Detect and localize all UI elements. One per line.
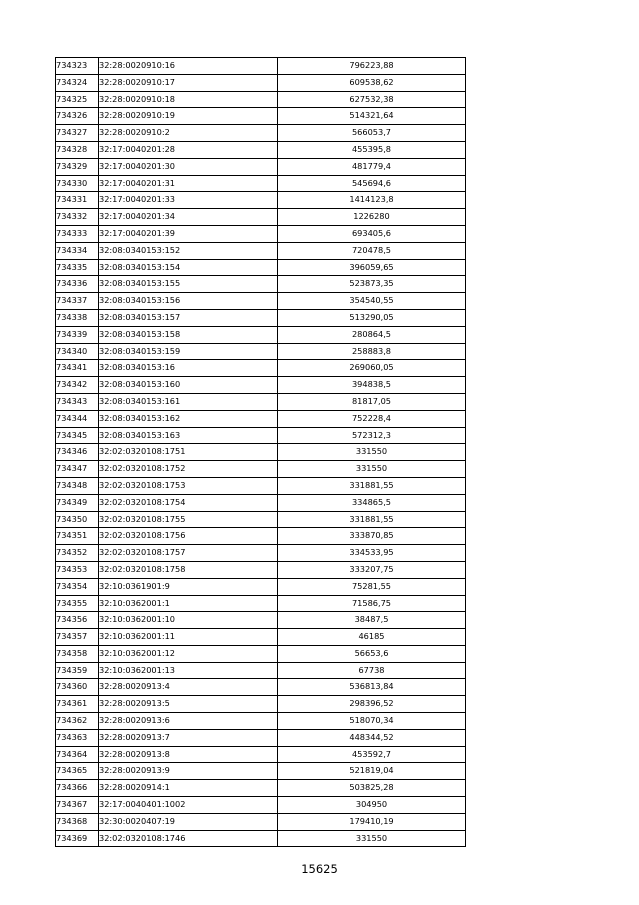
- value-cell: 453592,7: [278, 746, 466, 763]
- value-cell: 331550: [278, 830, 466, 847]
- table-row: [56, 595, 466, 612]
- cadastral-number-cell: 32:08:0340153:16: [99, 360, 278, 377]
- cadastral-number-cell: 32:17:0040201:34: [99, 209, 278, 226]
- row-id-cell: 734364: [56, 746, 99, 763]
- table-row: [56, 141, 466, 158]
- value-cell: 536813,84: [278, 679, 466, 696]
- row-id-cell: 734368: [56, 813, 99, 830]
- row-id-cell: 734326: [56, 108, 99, 125]
- value-cell: 572312,3: [278, 427, 466, 444]
- value-cell: 331550: [278, 461, 466, 478]
- table-row: [56, 511, 466, 528]
- table-row: [56, 192, 466, 209]
- row-id-cell: 734356: [56, 612, 99, 629]
- data-table: [55, 57, 466, 847]
- value-cell: 331881,55: [278, 511, 466, 528]
- table-row: [56, 209, 466, 226]
- row-id-cell: 734340: [56, 343, 99, 360]
- value-cell: 67738: [278, 662, 466, 679]
- cadastral-number-cell: 32:02:0320108:1756: [99, 528, 278, 545]
- value-cell: 566053,7: [278, 125, 466, 142]
- value-cell: 503825,28: [278, 780, 466, 797]
- table-row: [56, 125, 466, 142]
- cadastral-number-cell: 32:10:0362001:13: [99, 662, 278, 679]
- cadastral-number-cell: 32:02:0320108:1757: [99, 545, 278, 562]
- table-row: [56, 58, 466, 75]
- cadastral-number-cell: 32:08:0340153:162: [99, 410, 278, 427]
- row-id-cell: 734351: [56, 528, 99, 545]
- table-row: [56, 494, 466, 511]
- row-id-cell: 734324: [56, 74, 99, 91]
- value-cell: 298396,52: [278, 696, 466, 713]
- value-cell: 304950: [278, 797, 466, 814]
- value-cell: 720478,5: [278, 242, 466, 259]
- value-cell: 455395,8: [278, 141, 466, 158]
- value-cell: 179410,19: [278, 813, 466, 830]
- value-cell: 609538,62: [278, 74, 466, 91]
- table-row: [56, 528, 466, 545]
- table-row: [56, 461, 466, 478]
- value-cell: 396059,65: [278, 259, 466, 276]
- cadastral-number-cell: 32:08:0340153:152: [99, 242, 278, 259]
- value-cell: 56653,6: [278, 645, 466, 662]
- cadastral-number-cell: 32:28:0020913:7: [99, 729, 278, 746]
- value-cell: 752228,4: [278, 410, 466, 427]
- cadastral-number-cell: 32:28:0020913:9: [99, 763, 278, 780]
- row-id-cell: 734365: [56, 763, 99, 780]
- table-row: [56, 343, 466, 360]
- value-cell: 514321,64: [278, 108, 466, 125]
- value-cell: 38487,5: [278, 612, 466, 629]
- table-row: [56, 813, 466, 830]
- row-id-cell: 734341: [56, 360, 99, 377]
- value-cell: 280864,5: [278, 326, 466, 343]
- table-row: [56, 713, 466, 730]
- table-row: [56, 158, 466, 175]
- cadastral-number-cell: 32:28:0020913:5: [99, 696, 278, 713]
- value-cell: 513290,05: [278, 309, 466, 326]
- cadastral-number-cell: 32:02:0320108:1753: [99, 477, 278, 494]
- value-cell: 448344,52: [278, 729, 466, 746]
- table-row: [56, 309, 466, 326]
- cadastral-number-cell: 32:02:0320108:1758: [99, 561, 278, 578]
- value-cell: 521819,04: [278, 763, 466, 780]
- cadastral-number-cell: 32:10:0362001:1: [99, 595, 278, 612]
- table-row: [56, 662, 466, 679]
- value-cell: 71586,75: [278, 595, 466, 612]
- value-cell: 518070,34: [278, 713, 466, 730]
- row-id-cell: 734367: [56, 797, 99, 814]
- row-id-cell: 734332: [56, 209, 99, 226]
- row-id-cell: 734360: [56, 679, 99, 696]
- value-cell: 81817,05: [278, 393, 466, 410]
- table-row: [56, 629, 466, 646]
- cadastral-number-cell: 32:08:0340153:155: [99, 276, 278, 293]
- cadastral-number-cell: 32:28:0020913:8: [99, 746, 278, 763]
- value-cell: 693405,6: [278, 225, 466, 242]
- cadastral-number-cell: 32:10:0361901:9: [99, 578, 278, 595]
- value-cell: 627532,38: [278, 91, 466, 108]
- value-cell: 354540,55: [278, 293, 466, 310]
- data-table-container: [55, 57, 466, 847]
- cadastral-number-cell: 32:17:0040401:1002: [99, 797, 278, 814]
- row-id-cell: 734358: [56, 645, 99, 662]
- value-cell: 1414123,8: [278, 192, 466, 209]
- cadastral-number-cell: 32:08:0340153:154: [99, 259, 278, 276]
- value-cell: 258883,8: [278, 343, 466, 360]
- cadastral-number-cell: 32:10:0362001:12: [99, 645, 278, 662]
- row-id-cell: 734338: [56, 309, 99, 326]
- row-id-cell: 734335: [56, 259, 99, 276]
- row-id-cell: 734359: [56, 662, 99, 679]
- row-id-cell: 734336: [56, 276, 99, 293]
- row-id-cell: 734350: [56, 511, 99, 528]
- value-cell: 331881,55: [278, 477, 466, 494]
- value-cell: 333207,75: [278, 561, 466, 578]
- row-id-cell: 734366: [56, 780, 99, 797]
- cadastral-number-cell: 32:17:0040201:33: [99, 192, 278, 209]
- value-cell: 75281,55: [278, 578, 466, 595]
- table-row: [56, 729, 466, 746]
- table-row: [56, 797, 466, 814]
- cadastral-number-cell: 32:08:0340153:163: [99, 427, 278, 444]
- table-row: [56, 74, 466, 91]
- row-id-cell: 734337: [56, 293, 99, 310]
- value-cell: 333870,85: [278, 528, 466, 545]
- row-id-cell: 734330: [56, 175, 99, 192]
- row-id-cell: 734354: [56, 578, 99, 595]
- cadastral-number-cell: 32:17:0040201:39: [99, 225, 278, 242]
- row-id-cell: 734328: [56, 141, 99, 158]
- cadastral-number-cell: 32:02:0320108:1754: [99, 494, 278, 511]
- page-number: 15625: [301, 862, 338, 876]
- cadastral-number-cell: 32:17:0040201:30: [99, 158, 278, 175]
- row-id-cell: 734355: [56, 595, 99, 612]
- value-cell: 1226280: [278, 209, 466, 226]
- table-row: [56, 696, 466, 713]
- cadastral-number-cell: 32:10:0362001:10: [99, 612, 278, 629]
- cadastral-number-cell: 32:08:0340153:156: [99, 293, 278, 310]
- value-cell: 334533,95: [278, 545, 466, 562]
- cadastral-number-cell: 32:02:0320108:1746: [99, 830, 278, 847]
- row-id-cell: 734342: [56, 377, 99, 394]
- value-cell: 545694,6: [278, 175, 466, 192]
- row-id-cell: 734362: [56, 713, 99, 730]
- table-row: [56, 780, 466, 797]
- cadastral-number-cell: 32:02:0320108:1751: [99, 444, 278, 461]
- table-row: [56, 427, 466, 444]
- table-row: [56, 175, 466, 192]
- cadastral-number-cell: 32:02:0320108:1755: [99, 511, 278, 528]
- row-id-cell: 734357: [56, 629, 99, 646]
- cadastral-number-cell: 32:02:0320108:1752: [99, 461, 278, 478]
- row-id-cell: 734345: [56, 427, 99, 444]
- cadastral-number-cell: 32:28:0020913:6: [99, 713, 278, 730]
- table-row: [56, 259, 466, 276]
- table-row: [56, 326, 466, 343]
- row-id-cell: 734331: [56, 192, 99, 209]
- value-cell: 394838,5: [278, 377, 466, 394]
- table-row: [56, 746, 466, 763]
- table-row: [56, 763, 466, 780]
- row-id-cell: 734353: [56, 561, 99, 578]
- table-row: [56, 360, 466, 377]
- table-row: [56, 444, 466, 461]
- value-cell: 334865,5: [278, 494, 466, 511]
- cadastral-number-cell: 32:28:0020913:4: [99, 679, 278, 696]
- cadastral-number-cell: 32:28:0020910:19: [99, 108, 278, 125]
- table-row: [56, 645, 466, 662]
- table-row: [56, 293, 466, 310]
- row-id-cell: 734344: [56, 410, 99, 427]
- row-id-cell: 734333: [56, 225, 99, 242]
- table-row: [56, 276, 466, 293]
- row-id-cell: 734349: [56, 494, 99, 511]
- cadastral-number-cell: 32:10:0362001:11: [99, 629, 278, 646]
- table-row: [56, 830, 466, 847]
- cadastral-number-cell: 32:30:0020407:19: [99, 813, 278, 830]
- table-row: [56, 561, 466, 578]
- table-row: [56, 91, 466, 108]
- row-id-cell: 734346: [56, 444, 99, 461]
- row-id-cell: 734361: [56, 696, 99, 713]
- cadastral-number-cell: 32:28:0020910:2: [99, 125, 278, 142]
- table-body: [56, 58, 466, 847]
- table-row: [56, 545, 466, 562]
- row-id-cell: 734347: [56, 461, 99, 478]
- cadastral-number-cell: 32:17:0040201:31: [99, 175, 278, 192]
- cadastral-number-cell: 32:08:0340153:157: [99, 309, 278, 326]
- table-row: [56, 242, 466, 259]
- value-cell: 331550: [278, 444, 466, 461]
- cadastral-number-cell: 32:17:0040201:28: [99, 141, 278, 158]
- cadastral-number-cell: 32:28:0020910:18: [99, 91, 278, 108]
- value-cell: 46185: [278, 629, 466, 646]
- table-row: [56, 679, 466, 696]
- value-cell: 481779,4: [278, 158, 466, 175]
- row-id-cell: 734348: [56, 477, 99, 494]
- cadastral-number-cell: 32:28:0020910:17: [99, 74, 278, 91]
- table-row: [56, 477, 466, 494]
- table-row: [56, 225, 466, 242]
- table-row: [56, 410, 466, 427]
- row-id-cell: 734339: [56, 326, 99, 343]
- cadastral-number-cell: 32:08:0340153:160: [99, 377, 278, 394]
- row-id-cell: 734352: [56, 545, 99, 562]
- cadastral-number-cell: 32:28:0020910:16: [99, 58, 278, 75]
- row-id-cell: 734363: [56, 729, 99, 746]
- table-row: [56, 393, 466, 410]
- table-row: [56, 612, 466, 629]
- table-row: [56, 108, 466, 125]
- table-row: [56, 377, 466, 394]
- value-cell: 796223,88: [278, 58, 466, 75]
- row-id-cell: 734325: [56, 91, 99, 108]
- row-id-cell: 734369: [56, 830, 99, 847]
- cadastral-number-cell: 32:28:0020914:1: [99, 780, 278, 797]
- table-row: [56, 578, 466, 595]
- row-id-cell: 734327: [56, 125, 99, 142]
- cadastral-number-cell: 32:08:0340153:159: [99, 343, 278, 360]
- value-cell: 269060,05: [278, 360, 466, 377]
- cadastral-number-cell: 32:08:0340153:158: [99, 326, 278, 343]
- value-cell: 523873,35: [278, 276, 466, 293]
- row-id-cell: 734329: [56, 158, 99, 175]
- row-id-cell: 734343: [56, 393, 99, 410]
- row-id-cell: 734334: [56, 242, 99, 259]
- cadastral-number-cell: 32:08:0340153:161: [99, 393, 278, 410]
- row-id-cell: 734323: [56, 58, 99, 75]
